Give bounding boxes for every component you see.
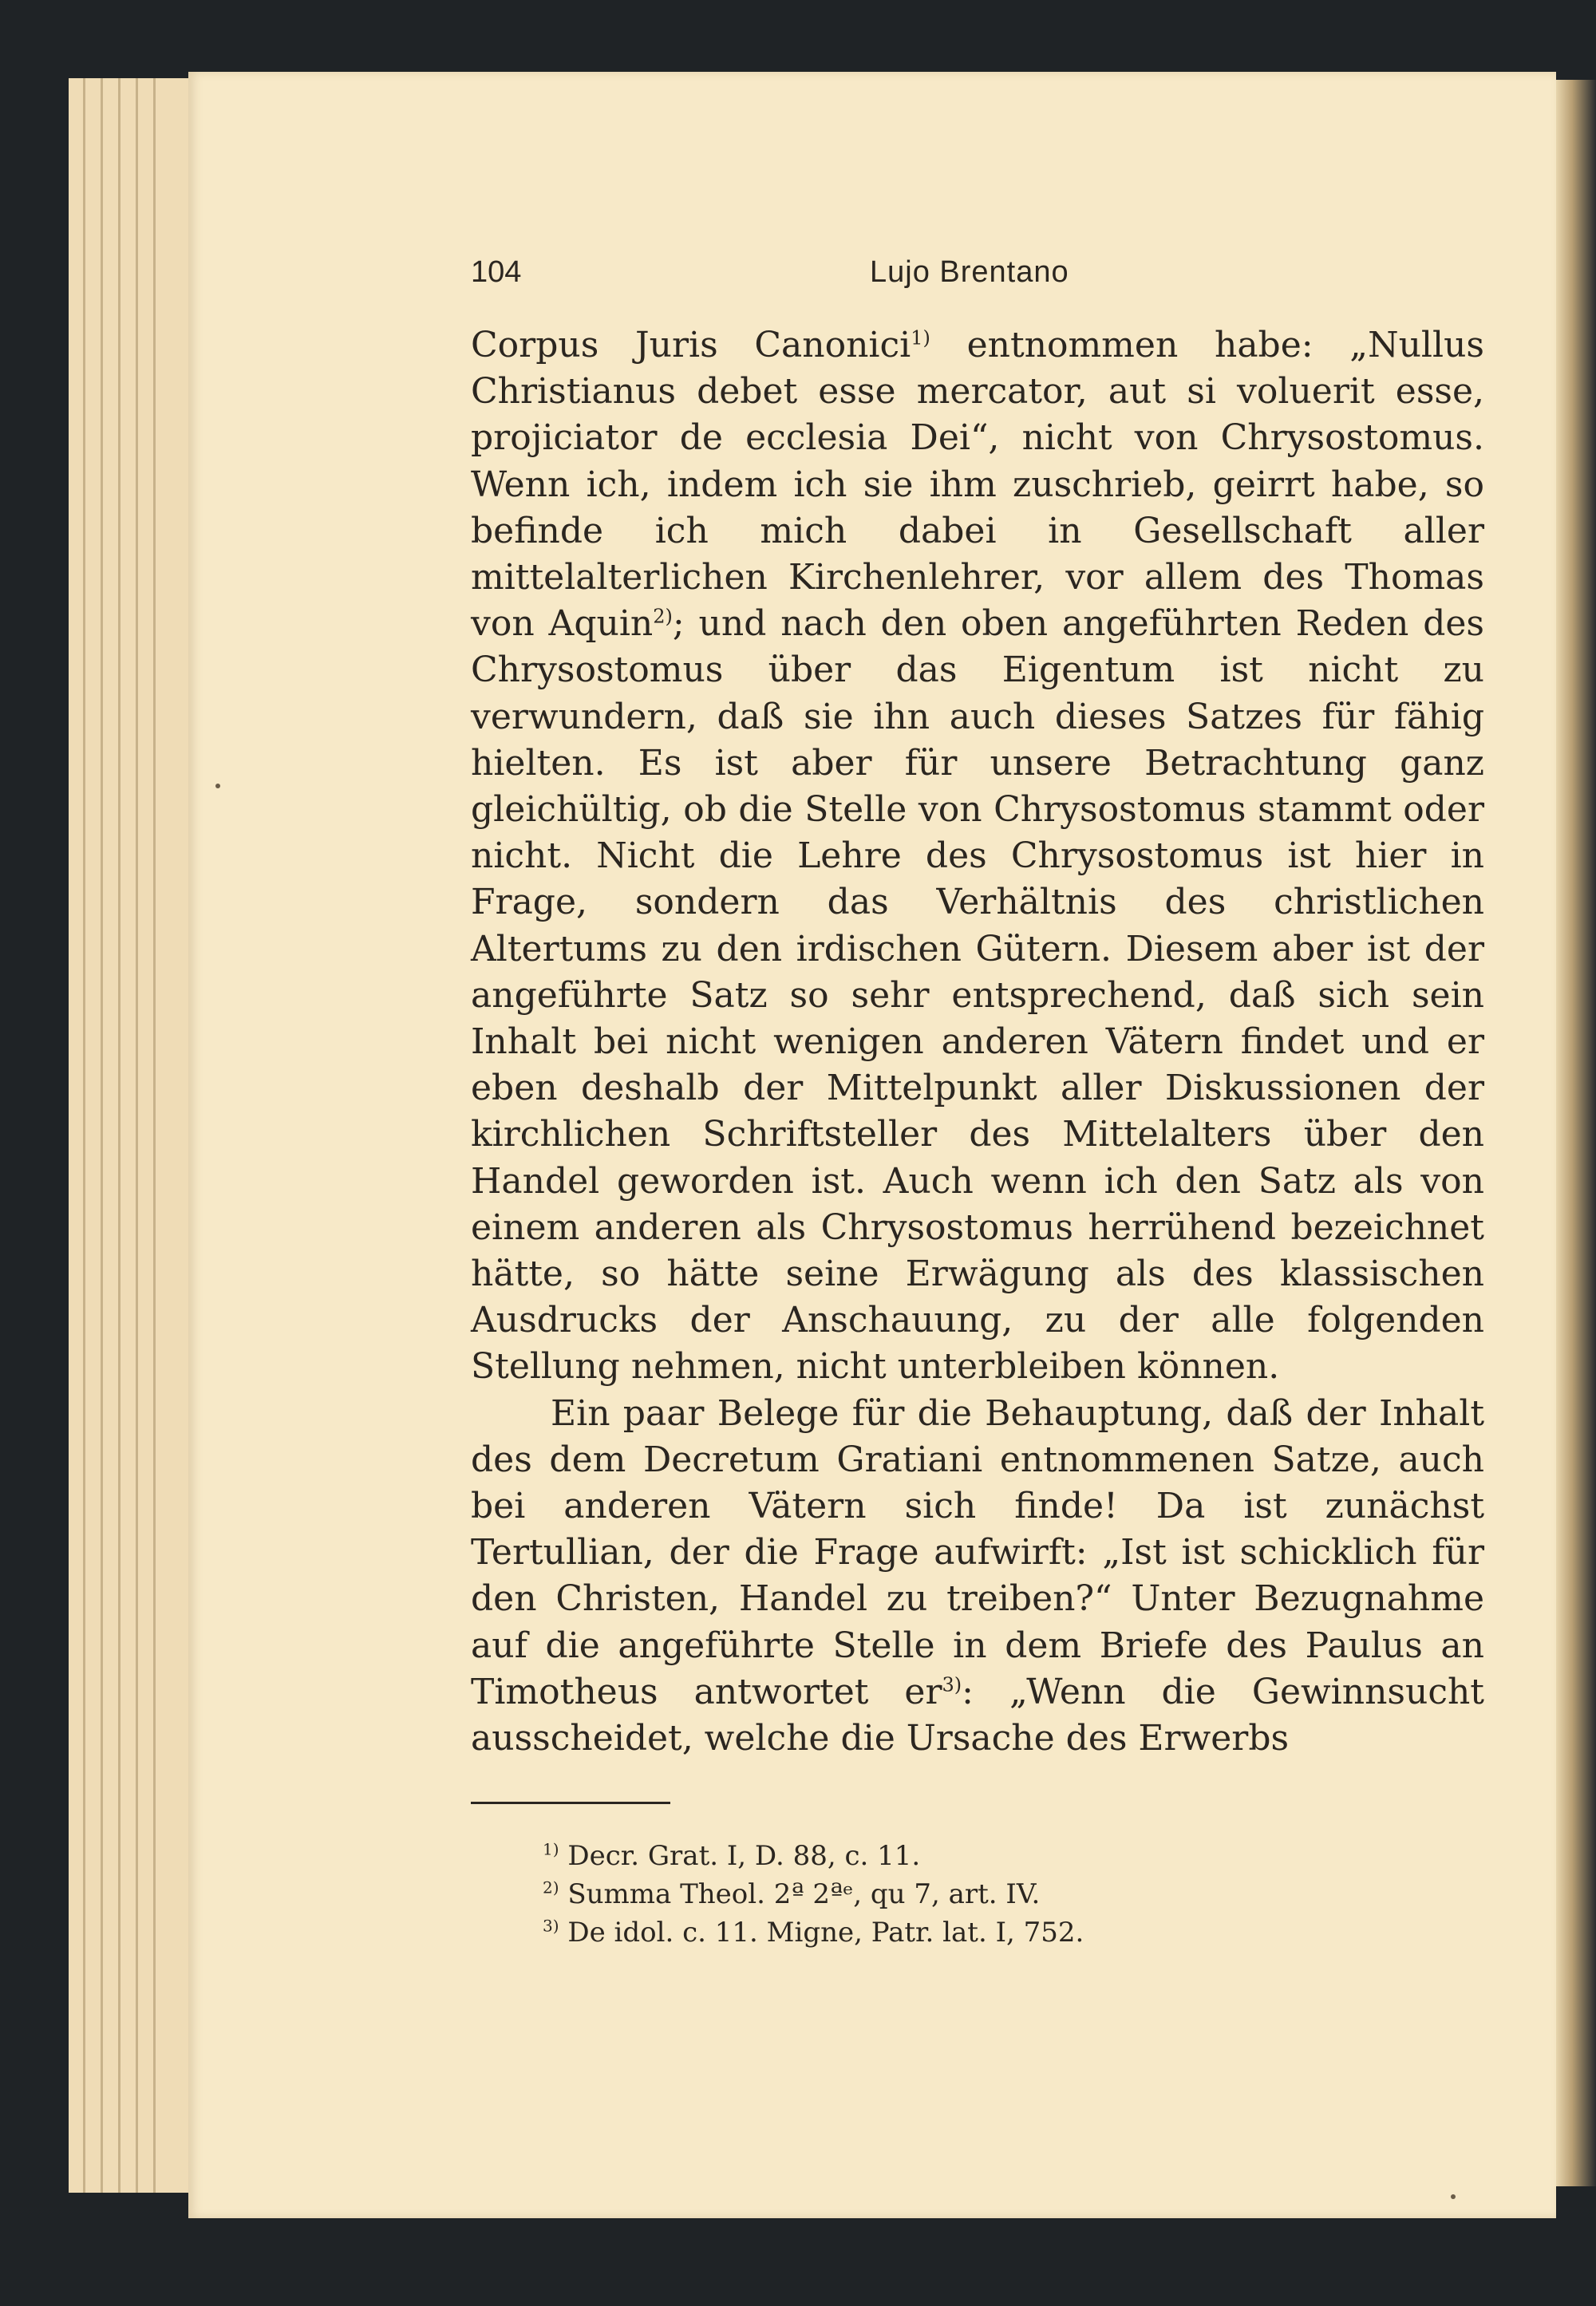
page-edge-line (83, 78, 85, 2193)
running-title: Lujo Brentano (870, 255, 1069, 289)
page-edge-line (136, 78, 138, 2193)
footnote-ref: 3) (942, 1673, 962, 1696)
page-number: 104 (471, 255, 522, 289)
paper-speck (215, 784, 220, 788)
footnote-mark: 1) (543, 1839, 559, 1859)
paper-speck (1451, 2194, 1456, 2199)
footnote (543, 1875, 1420, 1913)
footnote (543, 1837, 1420, 1875)
footnote-text: Summa Theol. 2ª 2ªᵉ, qu 7, art. IV. (559, 1878, 1041, 1910)
page-edge-line (101, 78, 103, 2193)
page-edge-line (118, 78, 120, 2193)
paragraph (471, 322, 1484, 1391)
text-run: ; und nach den oben angeführten Reden des Chrysostomus über das Eigentum ist nicht zu verwundern, daß sie ihn auch dieses Satzes für fähig hielten. Es ist aber für unsere Betrachtung ganz gleichültig, ob die Stelle von Chrysostomus stammt oder nicht. Nicht die Lehre des Chrysostomus ist hier in Frage, sondern das Verhältnis des christlichen Altertums zu den irdischen Gütern. Diesem aber ist der angeführte Satz so sehr entsprechend, daß sich sein Inhalt bei nicht wenigen anderen Vätern findet und er eben deshalb der Mittelpunkt aller Diskussionen der kirchlichen Schriftsteller des Mittelalters über den Handel geworden ist. Auch wenn ich den Satz als von einem anderen als Chrysostomus herrühend bezeichnet hätte, so hätte seine Erwägung als des klassischen Ausdrucks der Anschauung, zu der alle folgenden Stellung nehmen, nicht unterbleiben können. (471, 603, 1484, 1388)
text-run: Corpus Juris Canonici (471, 325, 911, 365)
footnotes (543, 1837, 1420, 1952)
body-text (471, 322, 1484, 1762)
footnote-text: Decr. Grat. I, D. 88, c. 11. (559, 1840, 921, 1872)
footnote-text: De idol. c. 11. Migne, Patr. lat. I, 752. (559, 1917, 1084, 1949)
footnote-mark: 2) (543, 1878, 559, 1897)
page-right-edge (1556, 80, 1596, 2186)
footnote-ref: 2) (653, 605, 673, 628)
footnote (543, 1913, 1420, 1952)
text-run: entnommen habe: „Nullus Christianus debet esse mercator, aut si voluerit esse, projiciator de ecclesia Dei“, nicht von Chrysostomus. Wenn ich, indem ich sie ihm zuschrieb, geirrt habe, so befinde ich mich dabei in Gesellschaft aller mittelalterlichen Kirchenlehrer, vor allem des Thomas von Aquin (471, 325, 1484, 645)
page-edge-line (153, 78, 156, 2193)
page-header (471, 255, 1484, 295)
footnote-ref: 1) (911, 326, 930, 349)
text-run: : „Wenn die Gewinnsucht ausscheidet, welche die Ursache des Erwerbs (471, 1671, 1484, 1759)
paragraph (471, 1391, 1484, 1763)
footnote-rule (471, 1802, 670, 1804)
footnote-mark: 3) (543, 1916, 559, 1936)
text-run: Ein paar Belege für die Behauptung, daß der Inhalt des dem Decretum Gratiani entnommenen Satze, auch bei anderen Vätern sich finde! Da ist zunächst Tertullian, der die Frage aufwirft: „Ist ist schicklich für den Christen, Handel zu treiben?“ Unter Bezugnahme auf die angeführte Stelle in dem Briefe des Paulus an Timotheus antwortet er (471, 1392, 1484, 1712)
